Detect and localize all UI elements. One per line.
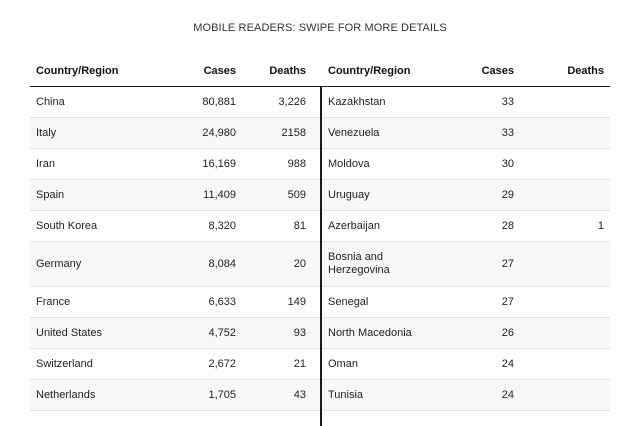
deaths-cell	[542, 118, 610, 149]
header-cases[interactable]: Cases	[452, 56, 542, 87]
table-row	[30, 242, 320, 287]
country-cell: Iran	[30, 149, 160, 180]
country-cell: Moldova	[322, 149, 452, 180]
table-row	[322, 287, 610, 318]
table-header-row	[30, 56, 320, 87]
table-row	[322, 118, 610, 149]
deaths-cell: 21	[250, 349, 320, 380]
deaths-cell	[542, 149, 610, 180]
cases-table-left	[30, 56, 320, 411]
country-cell: China	[30, 87, 160, 118]
country-cell: Uruguay	[322, 180, 452, 211]
header-deaths[interactable]: Deaths	[542, 56, 610, 87]
country-cell: Switzerland	[30, 349, 160, 380]
country-cell: South Korea	[30, 211, 160, 242]
table-row	[322, 211, 610, 242]
header-country[interactable]: Country/Region	[30, 56, 160, 87]
swipe-hint-banner: MOBILE READERS: SWIPE FOR MORE DETAILS	[193, 22, 447, 34]
table-row	[30, 318, 320, 349]
cases-cell: 8,320	[160, 211, 250, 242]
deaths-cell: 3,226	[250, 87, 320, 118]
cases-cell: 27	[452, 287, 542, 318]
country-cell: Kazakhstan	[322, 87, 452, 118]
country-cell: Italy	[30, 118, 160, 149]
table-row	[30, 380, 320, 411]
cases-cell: 8,084	[160, 242, 250, 287]
cases-cell: 1,705	[160, 380, 250, 411]
cases-cell: 6,633	[160, 287, 250, 318]
deaths-cell: 2158	[250, 118, 320, 149]
country-cell: Tunisia	[322, 380, 452, 411]
country-cell: France	[30, 287, 160, 318]
deaths-cell: 988	[250, 149, 320, 180]
table-row	[30, 211, 320, 242]
deaths-cell	[542, 349, 610, 380]
table-row	[322, 318, 610, 349]
deaths-cell	[542, 242, 610, 287]
table-row	[30, 149, 320, 180]
deaths-cell	[542, 287, 610, 318]
table-row	[30, 87, 320, 118]
cases-cell: 30	[452, 149, 542, 180]
country-cell: Netherlands	[30, 380, 160, 411]
country-cell: Venezuela	[322, 118, 452, 149]
table-row	[322, 349, 610, 380]
cases-cell: 24,980	[160, 118, 250, 149]
table-row	[322, 87, 610, 118]
cases-cell: 27	[452, 242, 542, 287]
table-row	[322, 242, 610, 287]
table-row	[30, 287, 320, 318]
cases-cell: 11,409	[160, 180, 250, 211]
header-cases[interactable]: Cases	[160, 56, 250, 87]
cases-cell: 80,881	[160, 87, 250, 118]
cases-table-container	[30, 56, 610, 419]
header-country[interactable]: Country/Region	[322, 56, 452, 87]
cases-cell: 4,752	[160, 318, 250, 349]
deaths-cell	[542, 380, 610, 411]
cases-cell: 28	[452, 211, 542, 242]
deaths-cell	[542, 87, 610, 118]
country-cell: Germany	[30, 242, 160, 287]
cases-cell: 24	[452, 380, 542, 411]
country-cell: Spain	[30, 180, 160, 211]
country-cell: Oman	[322, 349, 452, 380]
deaths-cell	[542, 180, 610, 211]
cases-cell: 24	[452, 349, 542, 380]
deaths-cell: 20	[250, 242, 320, 287]
deaths-cell: 149	[250, 287, 320, 318]
table-row	[322, 380, 610, 411]
table-row	[322, 180, 610, 211]
cases-cell: 33	[452, 118, 542, 149]
deaths-cell: 43	[250, 380, 320, 411]
header-deaths[interactable]: Deaths	[250, 56, 320, 87]
deaths-cell: 81	[250, 211, 320, 242]
cases-cell: 33	[452, 87, 542, 118]
deaths-cell	[542, 318, 610, 349]
country-cell: North Macedonia	[322, 318, 452, 349]
table-row	[30, 118, 320, 149]
table-row	[30, 349, 320, 380]
country-cell: Azerbaijan	[322, 211, 452, 242]
country-name-line: Bosnia and	[328, 251, 384, 263]
deaths-cell: 509	[250, 180, 320, 211]
country-cell	[322, 242, 452, 287]
deaths-cell: 1	[542, 211, 610, 242]
country-name-line: Herzegovina	[328, 264, 390, 276]
table-row	[30, 180, 320, 211]
table-row	[322, 149, 610, 180]
cases-cell: 16,169	[160, 149, 250, 180]
deaths-cell: 93	[250, 318, 320, 349]
cases-cell: 26	[452, 318, 542, 349]
country-cell: United States	[30, 318, 160, 349]
table-header-row	[322, 56, 610, 87]
cases-cell: 2,672	[160, 349, 250, 380]
cases-table-right	[322, 56, 610, 411]
country-cell: Senegal	[322, 287, 452, 318]
cases-cell: 29	[452, 180, 542, 211]
